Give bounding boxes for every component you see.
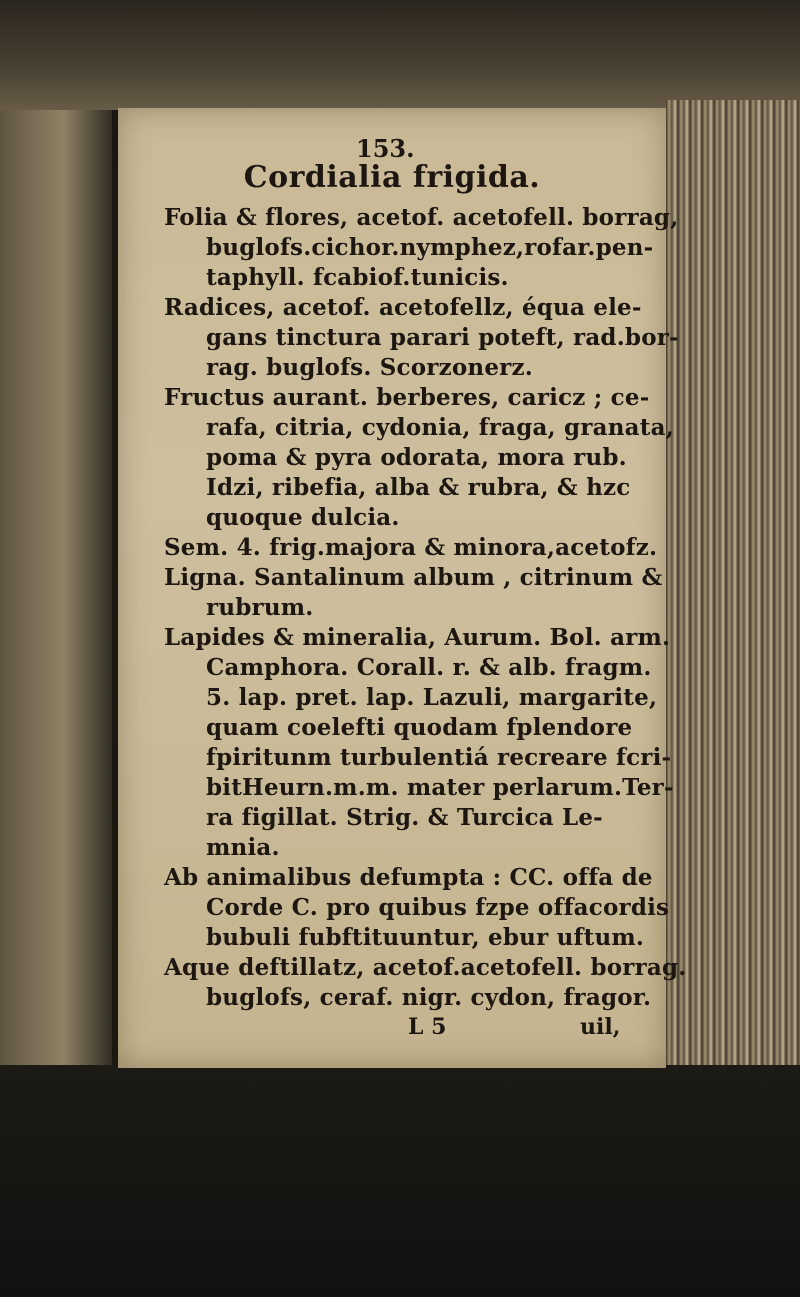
- text-line: Camphora. Corall. r. & alb. fragm.: [206, 654, 652, 681]
- text-line: buglofs, ceraf. nigr. cydon, fragor.: [206, 984, 652, 1011]
- text-line: quam coelefti quodam fplendore: [206, 714, 633, 741]
- text-line: Ab animalibus defumpta : CC. offa de: [164, 864, 653, 891]
- text-line: Idzi, ribefia, alba & rubra, & hzc: [206, 474, 631, 501]
- text-line: buglofs.cichor.nymphez,rofar.pen-: [206, 234, 654, 261]
- book-page: [118, 108, 687, 1068]
- section-title: Cordialia frigida.: [243, 160, 541, 195]
- text-line: rag. buglofs. Scorzonerz.: [206, 354, 533, 381]
- signature-mark: L 5: [408, 1014, 447, 1040]
- page-number: 153.: [356, 134, 415, 163]
- text-line: Corde C. pro quibus fzpe offacordis: [206, 894, 670, 921]
- text-line: mnia.: [206, 834, 280, 861]
- text-line: quoque dulcia.: [206, 504, 400, 531]
- text-line: Aque deftillatz, acetof.acetofell. borrag.: [164, 954, 687, 981]
- text-line: taphyll. fcabiof.tunicis.: [206, 264, 509, 291]
- page-text: [118, 108, 687, 1068]
- text-line: 5. lap. pret. lap. Lazuli, margarite,: [206, 684, 658, 711]
- text-line: fpiritunm turbulentiá recreare fcri-: [206, 744, 672, 771]
- text-line: rafa, citria, cydonia, fraga, granata,: [206, 414, 674, 441]
- text-line: bubuli fubftituuntur, ebur uftum.: [206, 924, 645, 951]
- facing-page-edge: [0, 110, 115, 1090]
- text-line: Folia & flores, acetof. acetofell. borrag,: [164, 204, 679, 231]
- text-line: rubrum.: [206, 594, 314, 621]
- text-line: bitHeurn.m.m. mater perlarum.Ter-: [206, 774, 674, 801]
- text-line: Fructus aurant. berberes, caricz ; ce-: [164, 384, 650, 411]
- text-line: Radices, acetof. acetofellz, équa ele-: [164, 294, 642, 321]
- page-edges-stack: [666, 100, 800, 1080]
- text-line: Lapides & mineralia, Aurum. Bol. arm.: [164, 624, 671, 651]
- catchword: uil,: [580, 1014, 621, 1040]
- text-line: Ligna. Santalinum album , citrinum &: [164, 564, 663, 591]
- text-line: ra figillat. Strig. & Turcica Le-: [206, 804, 603, 831]
- text-line: gans tinctura parari poteft, rad.bor-: [206, 324, 679, 351]
- scan-background-bottom: [0, 1065, 800, 1297]
- text-line: poma & pyra odorata, mora rub.: [206, 444, 627, 471]
- text-line: Sem. 4. frig.majora & minora,acetofz.: [164, 534, 658, 561]
